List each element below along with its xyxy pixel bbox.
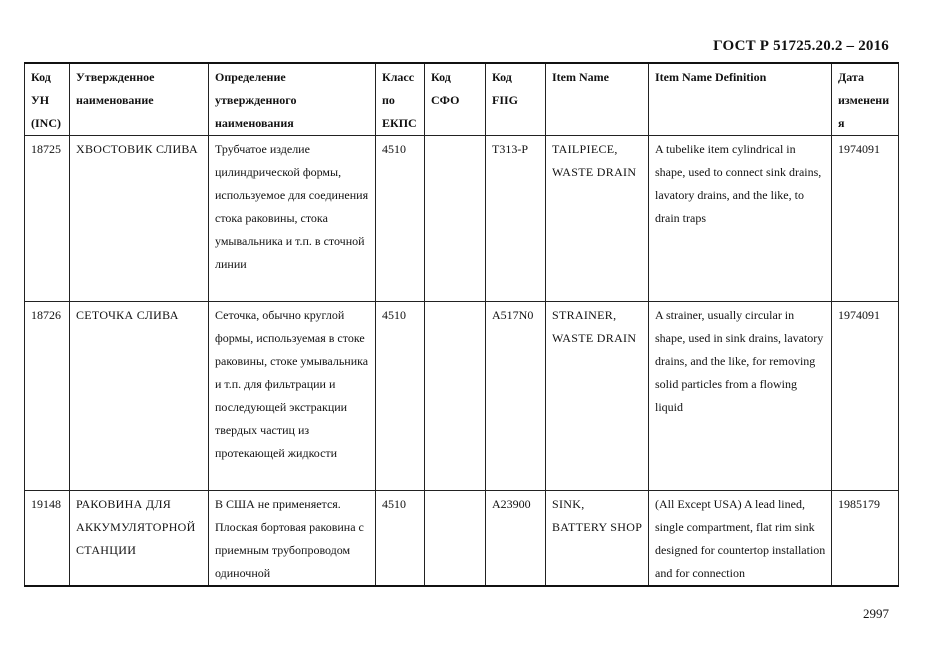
cell-sfo [425, 491, 486, 587]
cell-item-name: TAILPIECE, WASTE DRAIN [546, 136, 649, 302]
cell-name: РАКОВИНА ДЛЯ АККУМУЛЯТОРНОЙ СТАНЦИИ [70, 491, 209, 587]
col-header-sfo: Код СФО [425, 63, 486, 136]
cell-fiig: T313-P [486, 136, 546, 302]
table-row [25, 302, 899, 491]
cell-definition: В США не применяется. Плоская бортовая раковина с приемным трубопроводом одиночной [209, 491, 376, 587]
cell-definition: Сеточка, обычно круглой формы, используемая в стоке раковины, стоке умывальника и т.п. для фильтрации и последующей экстракции твердых частиц из протекающей жидкости [209, 302, 376, 491]
cell-item-definition: (All Except USA) A lead lined, single compartment, flat rim sink designed for countertop installation and for connection [649, 491, 832, 587]
cell-item-definition: A tubelike item cylindrical in shape, used to connect sink drains, lavatory drains, and the like, to drain traps [649, 136, 832, 302]
col-header-ekps: Класс по ЕКПС [376, 63, 425, 136]
table-row [25, 136, 899, 302]
col-header-definition: Определение утвержденного наименования [209, 63, 376, 136]
table-row [25, 491, 899, 587]
col-header-name: Утвержденное наименование [70, 63, 209, 136]
cell-date: 1985179 [832, 491, 899, 587]
col-header-item-name: Item Name [546, 63, 649, 136]
cell-item-name: STRAINER, WASTE DRAIN [546, 302, 649, 491]
cell-date: 1974091 [832, 302, 899, 491]
cell-ekps: 4510 [376, 136, 425, 302]
col-header-date: Дата изменения [832, 63, 899, 136]
cell-item-name: SINK, BATTERY SHOP [546, 491, 649, 587]
cell-ekps: 4510 [376, 491, 425, 587]
cell-name: ХВОСТОВИК СЛИВА [70, 136, 209, 302]
cell-fiig: A517N0 [486, 302, 546, 491]
cell-name: СЕТОЧКА СЛИВА [70, 302, 209, 491]
cell-definition: Трубчатое изделие цилиндрической формы, используемое для соединения стока раковины, стока умывальника и т.п. в сточной линии [209, 136, 376, 302]
table-header-row [25, 63, 899, 136]
cell-inc: 18726 [25, 302, 70, 491]
col-header-item-definition: Item Name Definition [649, 63, 832, 136]
document-header: ГОСТ Р 51725.20.2 – 2016 [713, 38, 889, 54]
cell-sfo [425, 302, 486, 491]
cell-item-definition: A strainer, usually circular in shape, used in sink drains, lavatory drains, and the like, for removing solid particles from a flowing liquid [649, 302, 832, 491]
cell-inc: 19148 [25, 491, 70, 587]
col-header-inc: Код УН (INC) [25, 63, 70, 136]
cell-fiig: A23900 [486, 491, 546, 587]
cell-sfo [425, 136, 486, 302]
cell-ekps: 4510 [376, 302, 425, 491]
cell-inc: 18725 [25, 136, 70, 302]
data-table [24, 62, 899, 587]
cell-date: 1974091 [832, 136, 899, 302]
col-header-fiig: Код FIIG [486, 63, 546, 136]
page-number: 2997 [863, 606, 889, 621]
